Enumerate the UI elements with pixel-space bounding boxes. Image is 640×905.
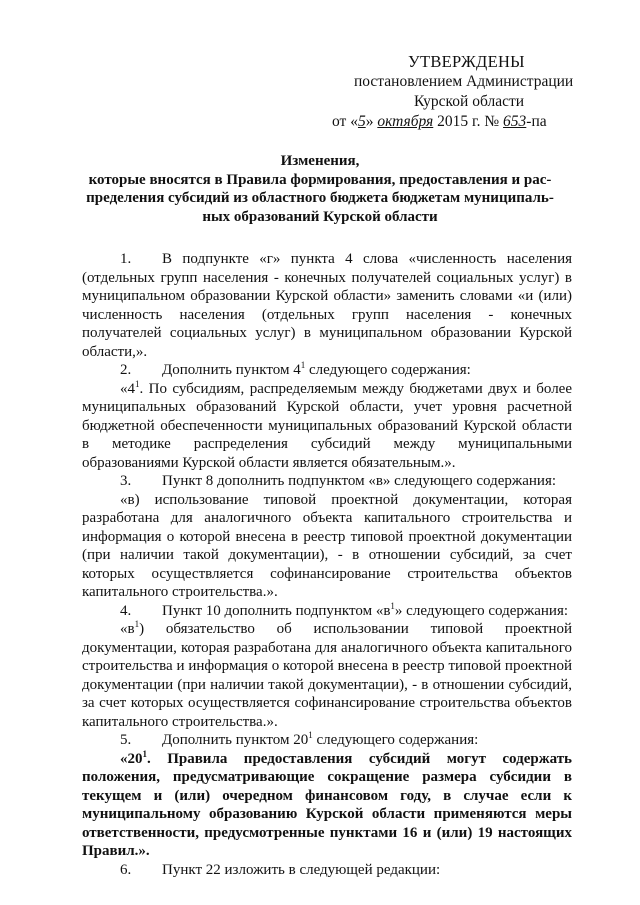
item-6-text: Пункт 22 изложить в следующей редакции: [162, 861, 441, 878]
item-4-text: Пункт 10 дополнить подпунктом «в [162, 602, 391, 619]
item-3-text: Пункт 8 дополнить подпунктом «в» следующего содержания: [162, 473, 557, 489]
item-4-quote-text: ) обязательство об использовании типовой проектной документации, которая разработана для аналогичного объекта капитального строительства и информация о которой внесена в реестр типовой проектной документации (при наличии такой документации), - в отношении субсидий, за счет которых осуществляется софинансирование строительства объектов капитального строительства.». [82, 621, 572, 730]
item-2-quote-start: «4 [120, 380, 135, 397]
item-5-superscript: 1 [308, 730, 313, 740]
item-2-text-end: следующего содержания: [305, 362, 471, 378]
item-4-text-end: » следующего содержания: [394, 602, 569, 619]
item-2-quote-text: . По субсидиям, распределяемым между бюджетами двух и более муниципальных образований Курской области, учет уровня расчетной бюджетной обеспеченности муниципальных образований Курской области в методике распределения субсидий между муниципальными образованиями Курской области является обязательным.». [82, 380, 572, 471]
heading-line-2: которые вносятся в Правила формирования, предоставления и рас- [88, 171, 552, 188]
heading-line-3: пределения субсидий из областного бюджета бюджетам муниципаль- [86, 190, 554, 206]
item-1-number: 1. [120, 251, 132, 267]
item-5-quote-text: . Правила предоставления субсидий могут содержать положения, предусматривающие сокращение размера субсидии в текущем и (или) очередном финансовом году, в случае если к муниципальному образованию Курской области применяются меры ответственности, предусмотренные пунктами 16 и (или) 19 настоящих Правил.». [82, 750, 572, 859]
item-5 [82, 731, 572, 750]
item-2 [82, 361, 572, 380]
decree-number: 653 [503, 113, 527, 130]
heading-line-1: Изменения, [280, 153, 360, 169]
date-month: октября [377, 113, 434, 130]
item-5-quote-superscript: 1 [142, 748, 147, 759]
document-heading [70, 152, 570, 226]
item-4-superscript: 1 [390, 600, 395, 611]
item-5-quote-start: «20 [120, 750, 143, 767]
item-2-quote-superscript: 1 [135, 378, 140, 389]
item-3 [82, 472, 572, 491]
item-4-quote-start: «в [120, 621, 135, 637]
decree-number-suffix: -па [526, 113, 547, 130]
item-5-text: Дополнить пунктом 20 [162, 732, 309, 748]
item-5-quote [82, 750, 572, 861]
item-3-quote: «в) использование типовой проектной документации, которая разработана для аналогичного объекта капитального строительства и информация о которой внесена в реестр типовой проектной документации (при наличии такой документации), - в отношении субсидий, за счет которых осуществляется софинансирование строительства объектов капитального строительства.». [82, 491, 572, 600]
item-2-quote [82, 380, 572, 473]
approval-line-2: Курской области [414, 93, 525, 110]
item-3-number: 3. [120, 473, 132, 489]
approval-title: УТВЕРЖДЕНЫ [408, 52, 525, 71]
item-6-number: 6. [120, 861, 132, 878]
item-5-text-end: следующего содержания: [312, 732, 479, 748]
item-4-quote [82, 620, 572, 731]
item-1-text: В подпункте «г» пункта 4 слова «численность населения (отдельных групп населения - конечных получателей социальных услуг) в муниципальном образовании Курской области» заменить словами «и (или) численность населения (отдельных групп населения - конечных получателей социальных услуг) в муниципальном образовании Курской области,». [82, 251, 572, 360]
approval-block [300, 52, 620, 132]
heading-line-4: ных образований Курской области [202, 208, 438, 225]
item-2-number: 2. [120, 362, 132, 378]
date-year: 2015 г. № [437, 113, 500, 130]
approval-line-1: постановлением Администрации [354, 73, 574, 90]
item-4-quote-superscript: 1 [134, 619, 140, 629]
date-prefix: от « [332, 113, 358, 130]
date-day-close: » [365, 113, 374, 130]
item-2-text: Дополнить пунктом 4 [162, 362, 301, 378]
item-4-number: 4. [120, 602, 132, 619]
item-5-number: 5. [120, 732, 132, 748]
document-body [82, 250, 572, 879]
approval-date-line [332, 112, 620, 132]
item-6 [82, 861, 572, 880]
item-2-superscript: 1 [300, 360, 306, 370]
item-4 [82, 602, 572, 621]
item-1 [82, 250, 572, 361]
date-day: 5 [357, 113, 366, 130]
